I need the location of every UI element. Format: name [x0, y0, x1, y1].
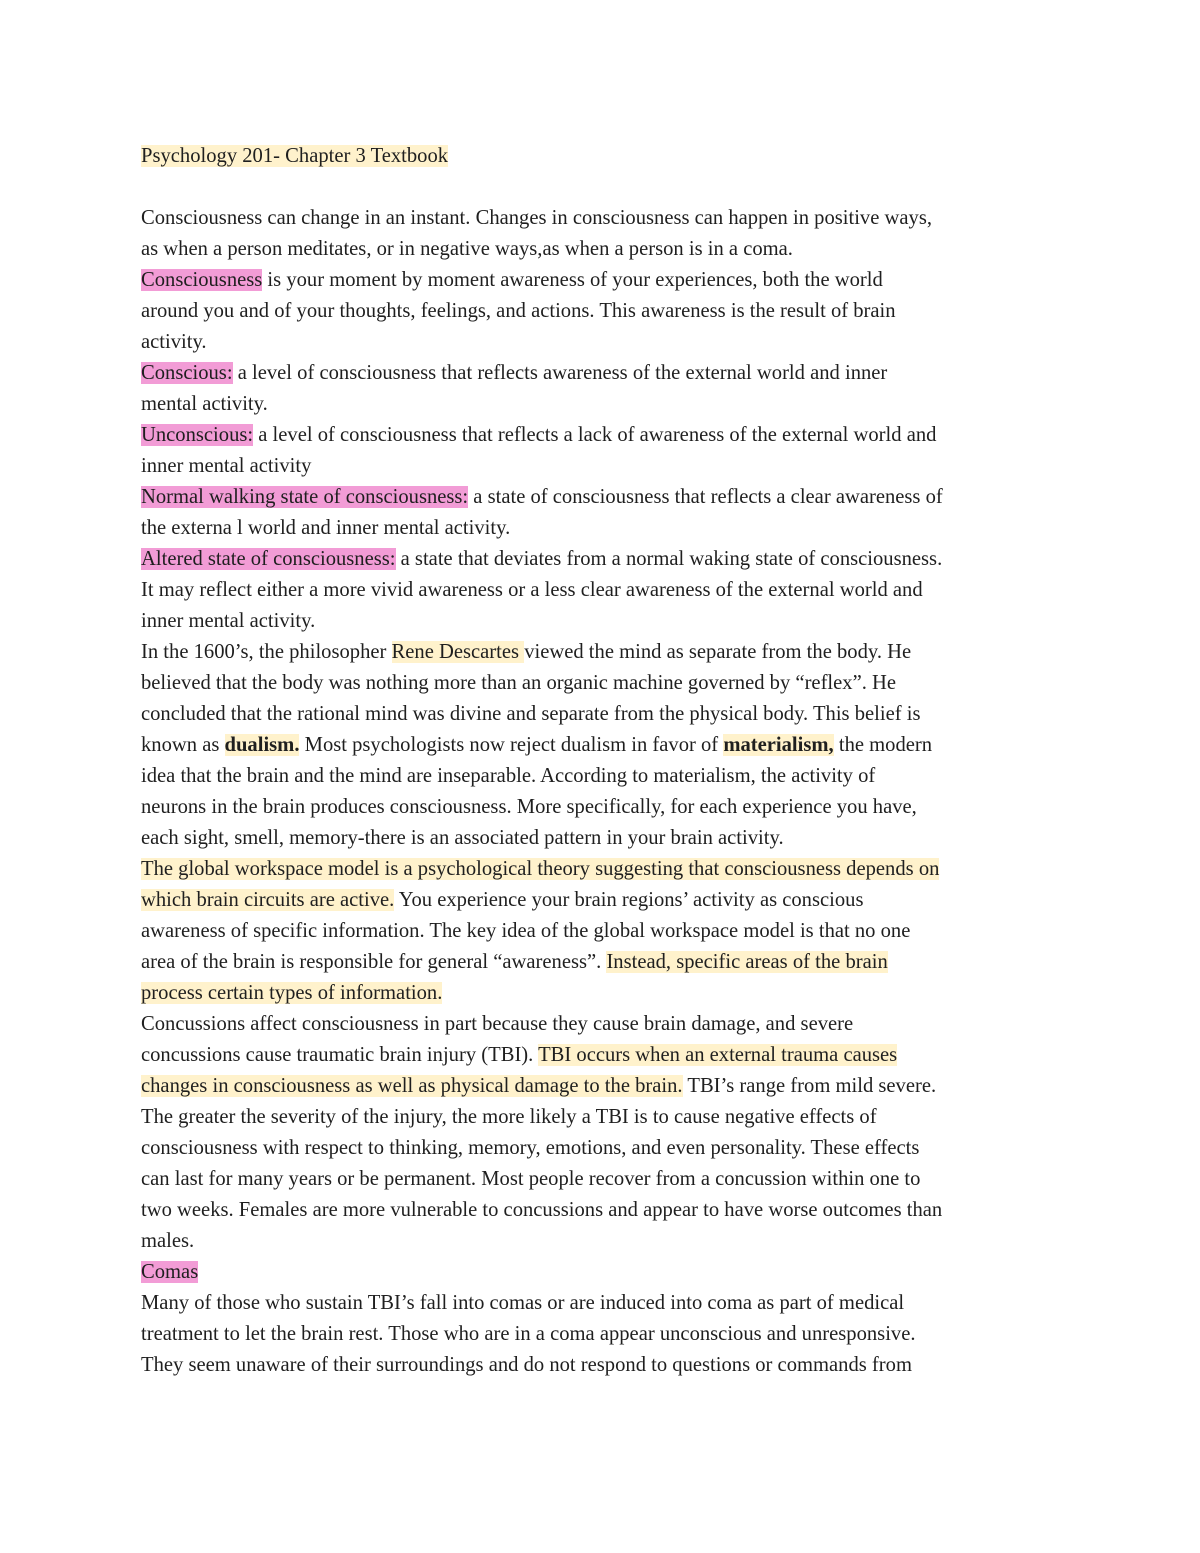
text-run: around you and of your thoughts, feelings, and actions. This awareness is the result of brain [141, 300, 896, 322]
text-run: area of the brain is responsible for general “awareness”. [141, 951, 607, 973]
text-run: awareness of specific information. The key idea of the global workspace model is that no one [141, 920, 911, 942]
text-line [141, 1288, 1066, 1319]
document-title: Psychology 201- Chapter 3 Textbook [141, 145, 449, 167]
text-line [141, 823, 1066, 854]
highlighted-text: Rene Descartes [391, 641, 525, 663]
highlighted-text: materialism, [723, 734, 834, 756]
text-run: two weeks. Females are more vulnerable to concussions and appear to have worse outcomes than [141, 1199, 943, 1221]
text-run: the externa l world and inner mental activity. [141, 517, 511, 539]
highlighted-text: TBI occurs when an external trauma causes [538, 1044, 898, 1066]
text-line [141, 327, 1066, 358]
text-line [141, 668, 1066, 699]
text-line [141, 606, 1066, 637]
text-run: activity. [141, 331, 207, 353]
text-run: is your moment by moment awareness of your experiences, both the world [262, 269, 883, 291]
text-line [141, 203, 1066, 234]
highlighted-text: The global workspace model is a psychological theory suggesting that consciousness depends on [141, 858, 940, 880]
text-line [141, 358, 1066, 389]
text-run: can last for many years or be permanent. Most people recover from a concussion within one to [141, 1168, 921, 1190]
text-line [141, 1195, 1066, 1226]
text-run: consciousness with respect to thinking, memory, emotions, and even personality. These effects [141, 1137, 920, 1159]
text-run: viewed the mind as separate from the body. He [524, 641, 912, 663]
text-run: a state of consciousness that reflects a clear awareness of [468, 486, 943, 508]
highlighted-text: process certain types of information. [141, 982, 443, 1004]
text-run: inner mental activity. [141, 610, 316, 632]
text-line [141, 389, 1066, 420]
text-run: mental activity. [141, 393, 268, 415]
highlighted-text: Consciousness [141, 269, 263, 291]
text-line [141, 575, 1066, 606]
text-run: neurons in the brain produces consciousness. More specifically, for each experience you have, [141, 796, 917, 818]
text-run: a level of consciousness that reflects a lack of awareness of the external world and [253, 424, 937, 446]
text-run: Consciousness can change in an instant. Changes in consciousness can happen in positive ways, [141, 207, 932, 229]
text-line [141, 854, 1066, 885]
text-run: It may reflect either a more vivid awareness or a less clear awareness of the external world and [141, 579, 923, 601]
text-line [141, 451, 1066, 482]
text-line [141, 761, 1066, 792]
text-line [141, 1319, 1066, 1350]
text-line [141, 1040, 1066, 1071]
highlighted-text: Unconscious: [141, 424, 254, 446]
text-run: the modern [833, 734, 933, 756]
text-line [141, 1071, 1066, 1102]
text-line [141, 978, 1066, 1009]
text-run: TBI’s range from mild severe. [682, 1075, 937, 1097]
text-run: males. [141, 1230, 195, 1252]
text-run: believed that the body was nothing more than an organic machine governed by “reflex”. He [141, 672, 897, 694]
document-title-line [141, 141, 1066, 172]
text-line [141, 1164, 1066, 1195]
text-run: They seem unaware of their surroundings and do not respond to questions or commands from [141, 1354, 912, 1376]
text-line [141, 699, 1066, 730]
highlighted-text: Comas [141, 1261, 199, 1283]
blank-line [141, 172, 1066, 203]
text-run: Most psychologists now reject dualism in favor of [299, 734, 724, 756]
text-run: concluded that the rational mind was divine and separate from the physical body. This belief is [141, 703, 921, 725]
text-line [141, 544, 1066, 575]
document-body [141, 141, 1066, 1381]
text-line [141, 1102, 1066, 1133]
text-line [141, 1133, 1066, 1164]
text-run: You experience your brain regions’ activity as conscious [394, 889, 864, 911]
text-line [141, 637, 1066, 668]
text-run: The greater the severity of the injury, the more likely a TBI is to cause negative effects of [141, 1106, 877, 1128]
text-run: In the 1600’s, the philosopher [141, 641, 392, 663]
text-line [141, 1009, 1066, 1040]
text-line [141, 1350, 1066, 1381]
highlighted-text: Altered state of consciousness: [141, 548, 396, 570]
highlighted-text: dualism. [224, 734, 300, 756]
text-line [141, 916, 1066, 947]
text-line [141, 1257, 1066, 1288]
text-run: a level of consciousness that reflects awareness of the external world and inner [232, 362, 888, 384]
text-line [141, 420, 1066, 451]
text-run: idea that the brain and the mind are inseparable. According to materialism, the activity of [141, 765, 876, 787]
text-line [141, 885, 1066, 916]
text-run: inner mental activity [141, 455, 312, 477]
text-line [141, 792, 1066, 823]
text-run: as when a person meditates, or in negative ways,as when a person is in a coma. [141, 238, 793, 260]
text-line [141, 482, 1066, 513]
paragraph-lines [141, 203, 1066, 1381]
text-run: Concussions affect consciousness in part because they cause brain damage, and severe [141, 1013, 854, 1035]
text-line [141, 513, 1066, 544]
text-line [141, 1226, 1066, 1257]
text-run: known as [141, 734, 225, 756]
text-run: treatment to let the brain rest. Those who are in a coma appear unconscious and unresponsive. [141, 1323, 916, 1345]
text-line [141, 947, 1066, 978]
highlighted-text: changes in consciousness as well as physical damage to the brain. [141, 1075, 683, 1097]
highlighted-text: Normal walking state of consciousness: [141, 486, 469, 508]
text-line [141, 730, 1066, 761]
highlighted-text: which brain circuits are active. [141, 889, 395, 911]
text-run: a state that deviates from a normal waking state of consciousness. [395, 548, 943, 570]
highlighted-text: Instead, specific areas of the brain [606, 951, 888, 973]
text-line [141, 296, 1066, 327]
text-run: concussions cause traumatic brain injury (TBI). [141, 1044, 539, 1066]
text-run: each sight, smell, memory-there is an associated pattern in your brain activity. [141, 827, 784, 849]
highlighted-text: Conscious: [141, 362, 233, 384]
text-line [141, 265, 1066, 296]
text-run: Many of those who sustain TBI’s fall into comas or are induced into coma as part of medical [141, 1292, 905, 1314]
text-line [141, 234, 1066, 265]
